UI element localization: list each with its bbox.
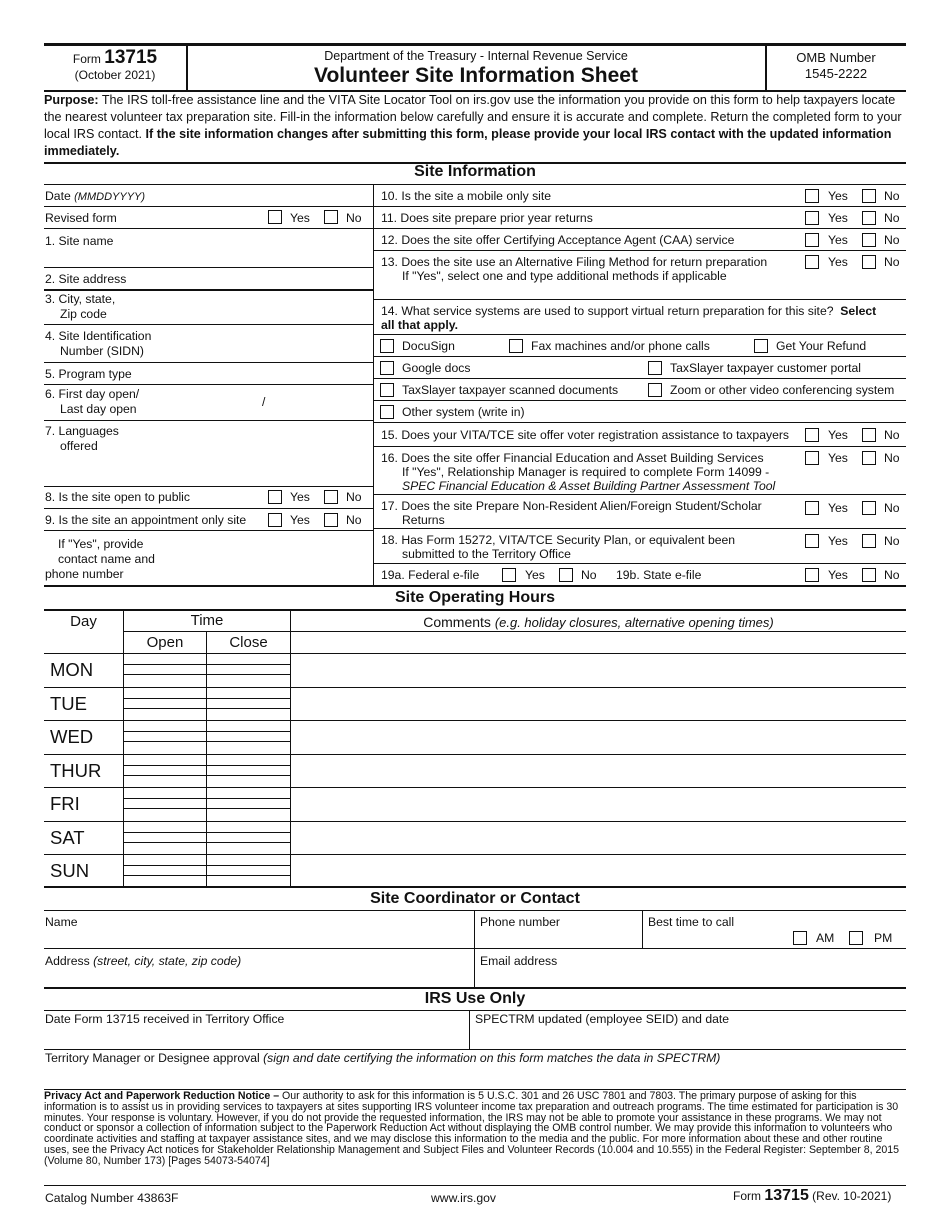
q14-service-systems-label: 14. What service systems are used to support virtual return preparation for this site? Select [381,304,877,318]
q17-no-label: No [884,501,900,515]
q8-yes-checkbox[interactable] [268,490,282,504]
hours-time-header: Time [190,612,224,629]
date-slash: / [262,395,266,409]
city-state-label: 3. City, state, [45,292,116,306]
revised-form-no-checkbox[interactable] [324,210,338,224]
open-dates-label: 6. First day open/ [45,387,140,401]
sidn-label-2: Number (SIDN) [60,344,144,358]
zip-code-label: Zip code [60,307,107,321]
q13-no-checkbox[interactable] [862,255,876,269]
hours-comments-header: Comments (e.g. holiday closures, alternative opening times) [423,614,774,630]
q17-nra-label-2: Returns [402,513,445,527]
irs-use-divider [469,1010,470,1049]
q16-feab-label: 16. Does the site offer Financial Education and Asset Building Services [381,451,764,465]
agency-name: Department of the Treasury - Internal Revenue Service [324,49,628,63]
rule-r9 [374,422,906,423]
form-title: Volunteer Site Information Sheet [314,64,638,87]
q15-yes-label: Yes [828,428,848,442]
privacy-rule-bottom [44,1185,906,1186]
zoom-label: Zoom or other video conferencing system [670,383,895,397]
phone-number-label: Phone number [480,915,560,929]
day-label: THUR [50,759,102,781]
q10-mobile-label: 10. Is the site a mobile only site [381,189,552,203]
program-type-label: 5. Program type [45,367,132,381]
rule-r11 [374,494,906,495]
omb-number: 1545-2222 [804,66,868,81]
hours-open-header: Open [146,634,184,651]
best-time-label: Best time to call [648,915,735,929]
q16-no-checkbox[interactable] [862,451,876,465]
close-time-field[interactable] [207,788,290,820]
q19b-yes-label: Yes [828,568,848,582]
rule-r1 [374,206,906,207]
comments-field[interactable] [291,822,906,854]
fax-checkbox[interactable] [509,339,523,353]
site-info-title: Site Information [414,163,536,180]
rule-l10 [44,508,373,509]
irs-use-rule-under-title [44,1010,906,1011]
rule-r13 [374,563,906,564]
q12-no-checkbox[interactable] [862,233,876,247]
privacy-notice: Privacy Act and Paperwork Reduction Notice – Our authority to ask for this information is 5 U.S.C. 301 and 26 USC 7801 and 7803. The primary purpose of asking for this information is to assist us in providing services to taxpayers at sites supporting IRS volunteer income tax preparation and outreach programs. The time estimated for participation is 30 minutes. Your response is voluntary. However, if you do not provide the requested information, the IRS may not be able to promote your assistance in these programs. We may not conduct or sponsor a collection of information subject to the Paperwork Reduction Act without displaying the OMB control number. We may provide this information to volunteers who coordinate activities and staffing at taxpayer assistance sites, and we may disclose this information to the media and the public. For more information about these and other routine uses, see the Privacy Act notices for Stakeholder Relationship Management and Subject Files and Volunteer Records (10.004 and 10.555) in the Federal Register: September 8, 2015 (Volume 80, Number 173) [Pages 54073-54074] [44,1090,900,1167]
languages-label: 7. Languages [45,424,119,438]
q11-yes-label: Yes [828,211,848,225]
contact-address-label: Address (street, city, state, zip code) [45,954,242,968]
contact-label-1: If "Yes", provide [58,537,144,551]
header-top-rule [44,43,906,46]
contact-label-3: phone number [45,567,124,581]
comments-field[interactable] [291,788,906,820]
q14-select-all: all that apply. [381,318,458,332]
hours-rule-top [44,585,906,587]
q12-yes-label: Yes [828,233,848,247]
q15-voter-label: 15. Does your VITA/TCE site offer voter registration assistance to taxpayers [381,428,790,442]
q19b-no-checkbox[interactable] [862,568,876,582]
other-system-label: Other system (write in) [402,405,525,419]
contact-name-label: Name [45,915,78,929]
q17-yes-checkbox[interactable] [805,501,819,515]
q12-no-label: No [884,233,900,247]
comments-field[interactable] [291,688,906,720]
hours-title: Site Operating Hours [394,589,556,606]
close-time-field[interactable] [207,688,290,720]
q8-open-public-label: 8. Is the site open to public [45,490,190,504]
q15-yes-checkbox[interactable] [805,428,819,442]
q11-no-checkbox[interactable] [862,211,876,225]
irs-use-rule-top [44,987,906,989]
close-time-field[interactable] [207,721,290,753]
rule-r2 [374,228,906,229]
date-field-label: Date (MMDDYYYY) [45,189,146,203]
open-time-field[interactable] [124,688,206,720]
q13-alt-filing-label: 13. Does the site use an Alternative Filing Method for return preparation [381,255,768,269]
q12-caa-label: 12. Does the site offer Certifying Acceptance Agent (CAA) service [381,233,735,247]
q12-yes-checkbox[interactable] [805,233,819,247]
form-word: Form [72,52,101,66]
rule-r4 [374,299,906,300]
email-address-label: Email address [480,954,558,968]
other-system-checkbox[interactable] [380,405,394,419]
q13-alt-filing-note: If "Yes", select one and type additional methods if applicable [402,269,727,283]
q13-yes-label: Yes [828,255,848,269]
catalog-number: Catalog Number 43863F [45,1191,179,1205]
open-time-field[interactable] [124,822,206,854]
form-number: 13715 [104,47,158,68]
title-block [187,49,765,88]
site-name-label: 1. Site name [45,234,114,248]
q13-yes-checkbox[interactable] [805,255,819,269]
q19a-yes-label: Yes [525,568,545,582]
rule-l9 [44,486,373,487]
q15-no-checkbox[interactable] [862,428,876,442]
pm-label: PM [874,931,893,945]
spectrm-label: SPECTRM updated (employee SEID) and date [475,1012,730,1026]
revised-form-yes-checkbox[interactable] [268,210,282,224]
docusign-checkbox[interactable] [380,339,394,353]
purpose-label: Purpose: [44,93,99,107]
open-time-field[interactable] [124,755,206,787]
form-id-block [44,47,186,83]
day-label: SAT [50,826,85,848]
q18-security-plan-label-2: submitted to the Territory Office [402,547,571,561]
q19a-no-checkbox[interactable] [559,568,573,582]
site-address-label: 2. Site address [45,272,127,286]
rule-l8 [44,420,373,421]
day-label: FRI [50,793,80,814]
q16-feab-note: If "Yes", Relationship Manager is required to complete Form 14099 - [402,465,770,479]
get-your-refund-checkbox[interactable] [754,339,768,353]
q18-security-plan-label: 18. Has Form 15272, VITA/TCE Security Plan, or equivalent been [381,533,736,547]
coordinator-divider-1 [474,910,475,988]
open-dates-label-2: Last day open [60,402,137,416]
taxslayer-portal-label: TaxSlayer taxpayer customer portal [670,361,862,375]
coordinator-rule-mid [44,948,906,949]
contact-label-2: contact name and [58,552,155,566]
taxslayer-scanned-checkbox[interactable] [380,383,394,397]
irs-use-title: IRS Use Only [424,990,526,1007]
q17-no-checkbox[interactable] [862,501,876,515]
q17-nra-label: 17. Does the site Prepare Non-Resident Alien/Foreign Student/Scholar [381,499,762,513]
purpose-paragraph [44,92,906,160]
day-label: TUE [50,692,87,714]
rule-l1 [44,206,373,207]
languages-label-2: offered [60,439,98,453]
rule-l6 [44,362,373,363]
open-time-field[interactable] [124,654,206,686]
rule-l3 [44,267,373,268]
q19b-yes-checkbox[interactable] [805,568,819,582]
get-your-refund-label: Get Your Refund [776,339,867,353]
coordinator-title: Site Coordinator or Contact [370,890,580,907]
q19a-federal-efile-label: 19a. Federal e-file [381,568,480,582]
taxslayer-scanned-label: TaxSlayer taxpayer scanned documents [402,383,619,397]
rule-r7 [374,378,906,379]
coordinator-rule-top [44,910,906,911]
revised-form-yes-label: Yes [290,211,310,225]
day-label: MON [50,659,94,680]
rule-r10 [374,446,906,447]
irs-website: www.irs.gov [431,1191,497,1205]
site-info-center-divider [373,184,374,586]
taxslayer-portal-checkbox[interactable] [648,361,662,375]
q15-no-label: No [884,428,900,442]
rule-r6 [374,356,906,357]
q9-no-label: No [346,513,362,527]
revised-form-no-label: No [346,211,362,225]
hours-rule-under-title [44,609,906,611]
rule-l2 [44,228,373,229]
q11-yes-checkbox[interactable] [805,211,819,225]
hours-comments-rule [291,631,906,632]
hours-time-subrule [124,631,290,632]
open-time-field[interactable] [124,855,206,887]
q19a-no-label: No [581,568,597,582]
pm-checkbox[interactable] [849,931,863,945]
q9-no-checkbox[interactable] [324,513,338,527]
comments-field[interactable] [291,654,906,686]
q16-no-label: No [884,451,900,465]
q18-yes-checkbox[interactable] [805,534,819,548]
close-time-field[interactable] [207,654,290,686]
zoom-checkbox[interactable] [648,383,662,397]
rule-l4 [44,289,373,291]
approval-label: Territory Manager or Designee approval (sign and date certifying the information on this form matches the data in SPECTRM) [45,1051,721,1065]
q19b-state-efile-label: 19b. State e-file [616,568,702,582]
site-info-rule-under-title [44,184,906,185]
close-time-field[interactable] [207,822,290,854]
q8-no-label: No [346,490,362,504]
omb-label: OMB Number [796,50,876,65]
close-time-field[interactable] [207,755,290,787]
day-label: WED [50,726,94,747]
am-checkbox[interactable] [793,931,807,945]
q9-yes-label: Yes [290,513,310,527]
q18-no-checkbox[interactable] [862,534,876,548]
rule-r8 [374,400,906,401]
day-label: SUN [50,860,90,881]
q11-prior-year-label: 11. Does site prepare prior year returns [381,211,593,225]
coordinator-divider-2 [642,910,643,948]
comments-field[interactable] [291,721,906,753]
am-label: AM [816,931,835,945]
docusign-label: DocuSign [402,339,455,353]
date-received-label: Date Form 13715 received in Territory Office [45,1012,285,1026]
hours-close-header: Close [229,634,268,651]
fax-label: Fax machines and/or phone calls [531,339,710,353]
q17-yes-label: Yes [828,501,848,515]
purpose-text: The IRS toll-free assistance line and the VITA Site Locator Tool on irs.gov use the information you provide on this form to help taxpayers locate the nearest volunteer tax preparation site. Fill-in the information below carefully and ensure it is accurate and complete. Return the completed form to your local IRS contact. [44,93,902,141]
q9-yes-checkbox[interactable] [268,513,282,527]
q16-yes-label: Yes [828,451,848,465]
rule-r3 [374,250,906,251]
q11-no-label: No [884,211,900,225]
sidn-label: 4. Site Identification [45,329,152,343]
rule-r12 [374,528,906,529]
open-time-field[interactable] [124,721,206,753]
irs-use-rule-bottom [44,1049,906,1050]
close-time-field[interactable] [207,855,290,887]
rule-l11 [44,530,373,531]
revised-form-label: Revised form [45,211,117,225]
google-docs-checkbox[interactable] [380,361,394,375]
q19b-no-label: No [884,568,900,582]
google-docs-label: Google docs [402,361,471,375]
q16-feab-tool: SPEC Financial Education & Asset Building Partner Assessment Tool [402,479,776,493]
rule-l5 [44,324,373,325]
rule-r5 [374,334,906,335]
footer-form-id: Form 13715 (Rev. 10-2021) [733,1187,892,1204]
q18-yes-label: Yes [828,534,848,548]
open-time-field[interactable] [124,788,206,820]
q8-no-checkbox[interactable] [324,490,338,504]
purpose-bold-text: If the site information changes after submitting this form, please provide your local IRS contact with the updated information immediately. [44,127,892,158]
q10-yes-checkbox[interactable] [805,189,819,203]
hours-day-header: Day [70,613,97,630]
comments-field[interactable] [291,855,906,887]
comments-field[interactable] [291,755,906,787]
q13-no-label: No [884,255,900,269]
q16-yes-checkbox[interactable] [805,451,819,465]
q8-yes-label: Yes [290,490,310,504]
form-date: (October 2021) [74,68,156,82]
omb-block [766,50,906,82]
q18-no-label: No [884,534,900,548]
hours-rule-bottom [44,886,906,888]
q9-appointment-label: 9. Is the site an appointment only site [45,513,247,527]
q10-yes-label: Yes [828,189,848,203]
rule-l7 [44,384,373,385]
q19a-yes-checkbox[interactable] [502,568,516,582]
q10-no-checkbox[interactable] [862,189,876,203]
q10-no-label: No [884,189,900,203]
